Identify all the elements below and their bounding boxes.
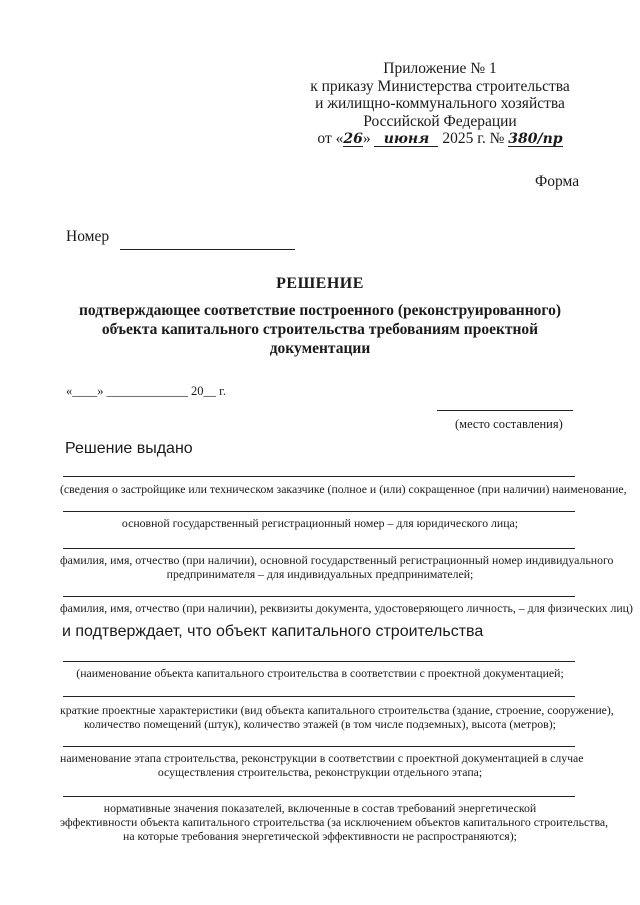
- order-day: 26: [343, 131, 363, 147]
- object-caption-1: (наименование объекта капитального строительства в соответствии с проектной документацией;: [76, 666, 564, 680]
- appendix-line-1: Приложение № 1: [383, 60, 497, 77]
- field-line: [63, 661, 575, 662]
- issued-caption-1: (сведения о застройщике или техническом заказчике (полное и (или) сокращенное (при наличии) наименование,: [60, 482, 627, 496]
- appendix-line-4: Российской Федерации: [363, 112, 517, 130]
- field-line: [63, 476, 575, 477]
- order-date-line: [250, 130, 630, 148]
- place-field-line: [437, 410, 573, 411]
- field-line: [63, 548, 575, 549]
- issued-to-label: Решение выдано: [65, 440, 193, 457]
- document-title: [60, 275, 580, 358]
- order-number: 380/пр: [508, 131, 563, 147]
- object-caption-4a: нормативные значения показателей, включенные в состав требований энергетической: [103, 801, 537, 815]
- order-prefix: от «: [317, 130, 344, 147]
- number-field-line: [120, 249, 295, 250]
- title-heading: РЕШЕНИЕ: [276, 275, 364, 292]
- number-label: Номер: [66, 228, 110, 245]
- confirms-label: и подтверждает, что объект капитального строительства: [62, 623, 484, 640]
- field-line: [63, 511, 575, 512]
- issued-caption-3b: предпринимателя – для индивидуальных предпринимателей;: [166, 567, 474, 581]
- issued-caption-4: фамилия, имя, отчество (при наличии), реквизиты документа, удостоверяющего личность, – для физических лиц): [60, 601, 633, 615]
- issued-caption-2: основной государственный регистрационный номер – для юридического лица;: [121, 516, 519, 530]
- appendix-line-2: к приказу Министерства строительства: [310, 77, 570, 95]
- object-caption-2b: количество помещений (штук), количество этажей (в том числе подземных), высота (метров);: [84, 717, 556, 731]
- field-line: [63, 796, 575, 797]
- issued-caption-3a: фамилия, имя, отчество (при наличии), основной государственный регистрационный номер индивидуального: [60, 553, 614, 567]
- form-label: Форма: [535, 173, 580, 190]
- object-caption-4b: эффективности объекта капитального строительства (за исключением объектов капитального строительства,: [60, 815, 609, 829]
- field-line: [63, 696, 575, 697]
- object-caption-4c: на которые требования энергетической эффективности не распространяются);: [123, 829, 517, 843]
- title-subtitle: подтверждающее соответствие построенного (реконструированного) объекта капитального строительства требованиям проектной документации: [79, 302, 561, 357]
- order-month: июня: [374, 132, 438, 147]
- object-caption-2a: краткие проектные характеристики (вид объекта капитального строительства (здание, строение, сооружение),: [60, 703, 614, 717]
- appendix-line-3: и жилищно-коммунального хозяйства: [315, 95, 565, 112]
- object-caption-3a: наименование этапа строительства, реконструкции в соответствии с проектной документацией в случае: [60, 751, 584, 765]
- date-line: «____» _____________ 20__ г.: [66, 384, 226, 398]
- appendix-block: [250, 60, 630, 148]
- field-line: [63, 746, 575, 747]
- order-year: 2025 г. №: [438, 130, 509, 147]
- place-caption: (место составления): [455, 417, 563, 431]
- order-mid: »: [362, 130, 375, 147]
- field-line: [63, 596, 575, 597]
- object-caption-3b: осуществления строительства, реконструкции отдельного этапа;: [157, 765, 483, 779]
